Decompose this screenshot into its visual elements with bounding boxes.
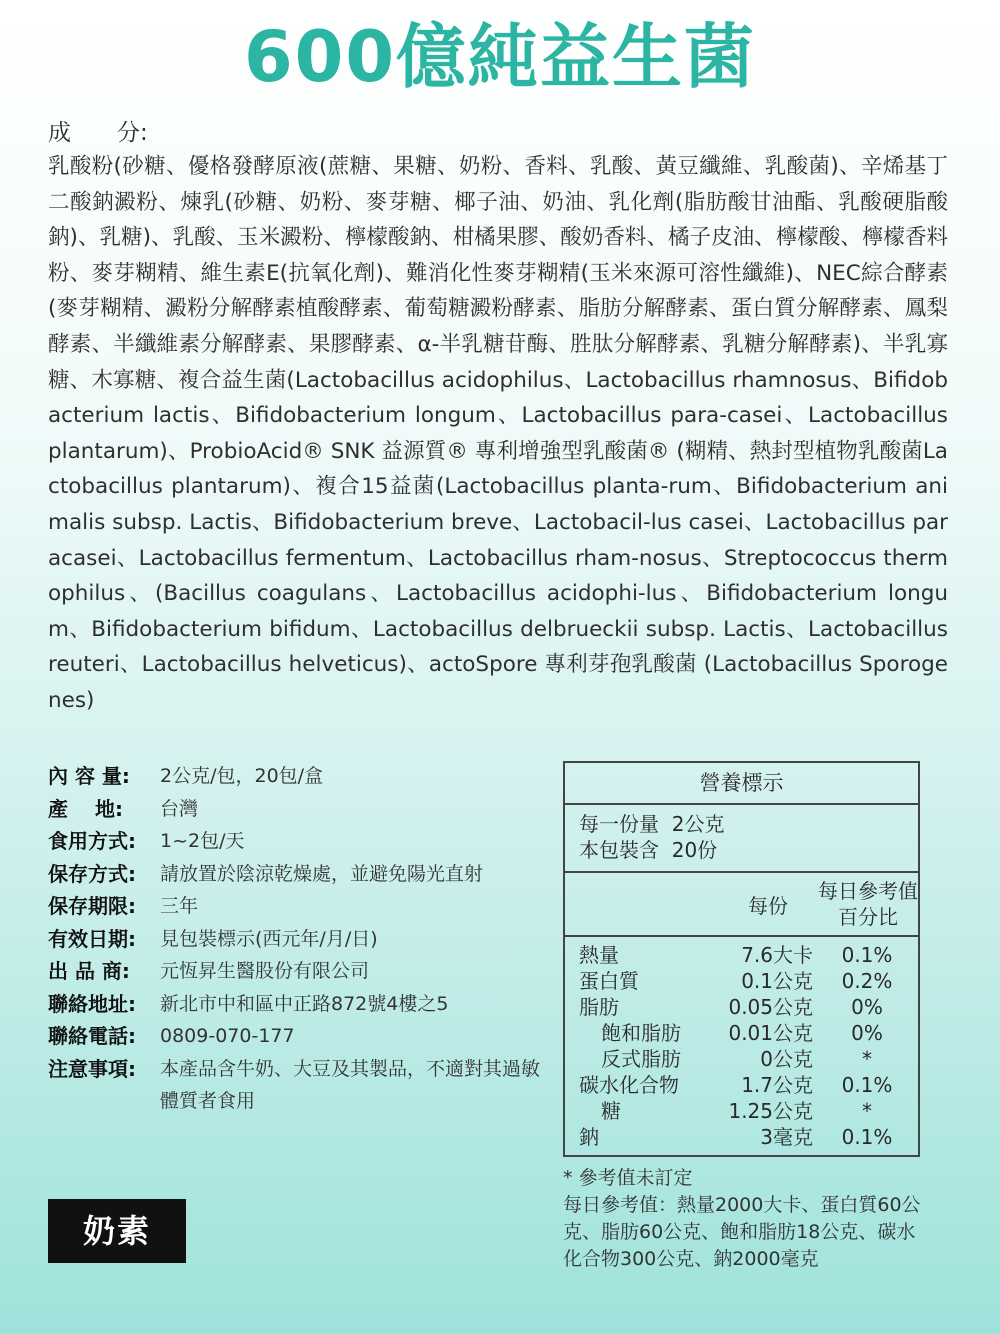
info-row-expiry (48, 923, 548, 956)
info-label: 聯絡電話: (48, 1024, 136, 1048)
nutrient-name: 鈉 (579, 1125, 599, 1149)
vegetarian-badge: 奶素 (48, 1199, 186, 1263)
nutrient-value: 0.05公克 (728, 995, 813, 1019)
info-label: 產 地: (48, 796, 123, 821)
info-value: 元恆昇生醫股份有限公司 (160, 960, 370, 982)
nutrition-row (565, 1020, 918, 1046)
nutrient-name: 糖 (601, 1099, 621, 1123)
info-label: 注意事項: (48, 1056, 136, 1081)
nutrient-name: 飽和脂肪 (601, 1021, 681, 1045)
info-value: 請放置於陰涼乾燥處，並避免陽光直射 (160, 862, 484, 885)
nutrient-name: 熱量 (579, 943, 619, 967)
nutrient-value: 7.6大卡 (741, 943, 813, 967)
nutrition-rows (565, 937, 918, 1155)
nutrition-facts-table (563, 761, 920, 1157)
info-value: 見包裝標示(西元年/月/日) (160, 927, 378, 950)
nutrient-value: 0.01公克 (728, 1021, 813, 1045)
ingredients-heading: 成 分: (48, 120, 148, 146)
nutrition-row (565, 994, 918, 1020)
nutrition-row (565, 942, 918, 968)
info-value: 2公克/包，20包/盒 (160, 765, 324, 787)
footnote-undefined: * 參考值未訂定 (563, 1167, 693, 1189)
nutrient-name: 脂肪 (579, 995, 619, 1019)
info-row-origin (48, 793, 548, 826)
servings-per-package: 本包裝含 20份 (579, 838, 718, 862)
info-row-storage (48, 858, 548, 891)
nutrient-dv: * (862, 1047, 872, 1071)
nutrient-dv: 0.2% (841, 969, 893, 993)
product-title: 600億純益生菌 (243, 16, 757, 98)
nutrition-row (565, 1046, 918, 1072)
footnote-daily-reference: 每日參考值：熱量2000大卡、蛋白質60公克、脂肪60公克、飽和脂肪18公克、碳水化合物300公克、鈉2000毫克 (563, 1194, 921, 1270)
nutrient-name: 反式脂肪 (601, 1047, 681, 1071)
info-row-address (48, 988, 548, 1021)
nutrition-row (565, 1072, 918, 1098)
serving-info (565, 805, 918, 873)
nutrient-dv: 0% (851, 995, 883, 1019)
nutrient-value: 1.25公克 (728, 1099, 813, 1123)
nutrition-row (565, 1124, 918, 1150)
daily-value-header: 每日參考值百分比 (818, 879, 918, 929)
info-label: 聯絡地址: (48, 991, 136, 1016)
info-row-usage (48, 825, 548, 858)
ingredients-text: 乳酸粉(砂糖、優格發酵原液(蔗糖、果糖、奶粉、香料、乳酸、黃豆纖維、乳酸菌)、辛烯基丁二酸鈉澱粉、煉乳(砂糖、奶粉、麥芽糖、椰子油、奶油、乳化劑(脂肪酸甘油酯、乳酸硬脂酸鈉)、乳糖)、乳酸、玉米澱粉、檸檬酸鈉、柑橘果膠、酸奶香料、橘子皮油、檸檬酸、檸檬香料粉、麥芽糊精、維生素E(抗氧化劑)、難消化性麥芽糊精(玉米來源可溶性纖維)、NEC綜合酵素(麥芽糊精、澱粉分解酵素植酸酵素、葡萄糖澱粉酵素、脂肪分解酵素、蛋白質分解酵素、鳳梨酵素、半纖維素分解酵素、果膠酵素、α-半乳糖苷酶、胜肽分解酵素、乳糖分解酵素)、半乳寡糖、木寡糖、複合益生菌(Lactobacillus acidophilus、Lactobacillus rhamnosus、Bifidobacterium lactis、Bifidobacterium longum、Lactobacillus para-casei、Lactobacillus plantarum)、ProbioAcid® SNK 益源質® 專利增強型乳酸菌® (糊精、熱封型植物乳酸菌Lactobacillus plantarum)、複合15益菌(Lactobacillus planta-rum、Bifidobacterium animalis subsp. Lactis、Bifidobacterium breve、Lactobacil-lus casei、Lactobacillus paracasei、Lactobacillus fermentum、Lactobacillus rham-nosus、Streptococcus thermophilus、(Bacillus coagulans、Lactobacillus acidophi-lus、Bifidobacterium longum、Bifidobacterium bifidum、Lactobacillus delbrueckii subsp. Lactis、Lactobacillus reuteri、Lactobacillus helveticus)、actoSpore 專利芽孢乳酸菌 (Lactobacillus Sporogenes) (48, 154, 948, 713)
nutrition-row (565, 1098, 918, 1124)
info-row-content (48, 760, 548, 793)
nutrient-dv: 0.1% (841, 1073, 893, 1097)
nutrient-value: 0.1公克 (741, 969, 813, 993)
info-row-notice (48, 1053, 548, 1123)
nutrient-value: 1.7公克 (741, 1073, 813, 1097)
info-row-phone (48, 1020, 548, 1053)
nutrient-value: 0公克 (760, 1047, 813, 1071)
info-row-shelf-life (48, 890, 548, 923)
nutrient-name: 蛋白質 (579, 969, 639, 993)
info-value: 1~2包/天 (160, 830, 245, 852)
serving-size: 每一份量 2公克 (579, 812, 725, 836)
info-label: 出 品 商: (48, 959, 130, 983)
nutrition-header (565, 873, 918, 937)
per-serving-header: 每份 (748, 893, 788, 918)
product-info-list (48, 760, 548, 1123)
nutrient-name: 碳水化合物 (579, 1073, 679, 1097)
info-label: 食用方式: (48, 829, 136, 853)
info-row-manufacturer (48, 955, 548, 988)
nutrient-dv: 0.1% (841, 943, 893, 967)
info-label: 內 容 量: (48, 764, 130, 788)
info-value: 三年 (160, 895, 199, 917)
nutrition-row (565, 968, 918, 994)
nutrient-dv: 0.1% (841, 1125, 893, 1149)
info-value: 本產品含牛奶、大豆及其製品，不適對其過敏體質者食用 (160, 1057, 541, 1112)
info-value: 0809-070-177 (160, 1025, 295, 1047)
nutrient-dv: * (862, 1099, 872, 1123)
info-value: 台灣 (160, 797, 199, 820)
info-label: 有效日期: (48, 926, 136, 951)
nutrition-title: 營養標示 (565, 763, 918, 805)
nutrition-footnote (563, 1165, 933, 1273)
info-value: 新北市中和區中正路872號4樓之5 (160, 992, 449, 1015)
nutrient-value: 3毫克 (760, 1125, 813, 1149)
info-label: 保存期限: (48, 894, 136, 918)
nutrient-dv: 0% (851, 1021, 883, 1045)
info-label: 保存方式: (48, 861, 136, 886)
